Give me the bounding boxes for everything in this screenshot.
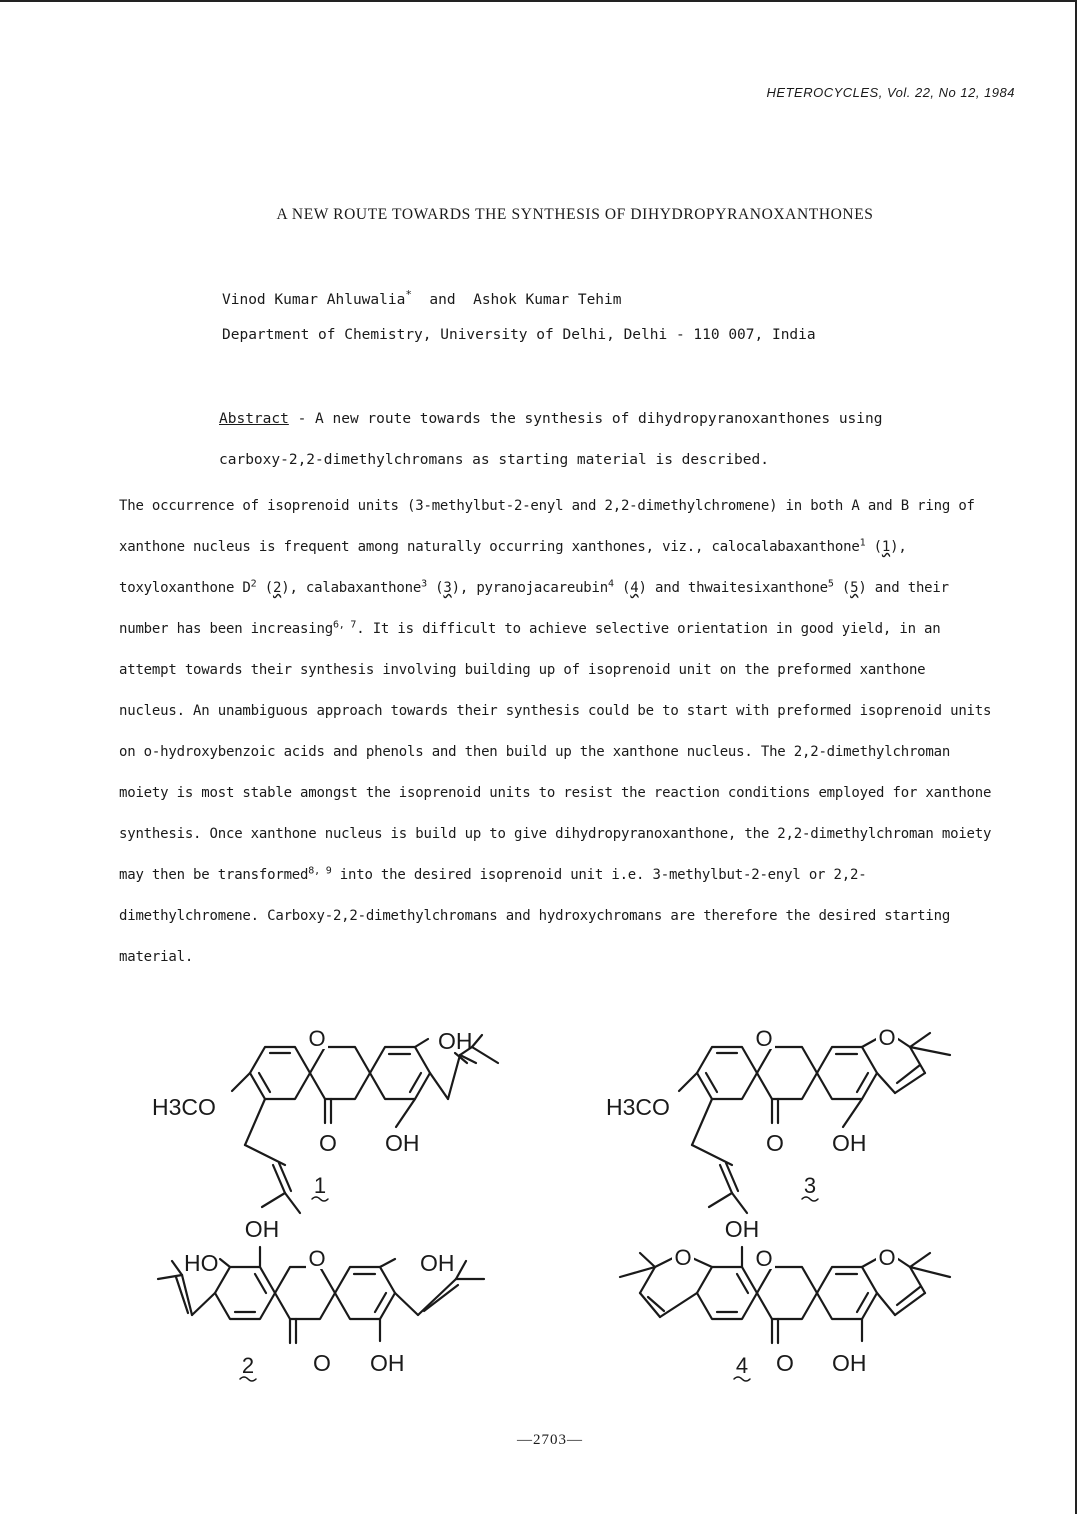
article-title: A NEW ROUTE TOWARDS THE SYNTHESIS OF DIHYDROPYRANOXANTHONES — [276, 206, 874, 223]
methoxy-label: H3CO — [152, 1094, 216, 1120]
methoxy-label: H3CO — [606, 1094, 670, 1120]
body-text-segment: and their number has been increasing — [119, 580, 949, 637]
carbonyl-oxygen-label: O — [319, 1130, 337, 1156]
compound-ref-1: 1 — [881, 539, 891, 555]
compound-number-4: 4 — [735, 1353, 749, 1378]
reference-2: 2 — [250, 578, 257, 590]
pyran-oxygen-label-right: O — [878, 1245, 896, 1270]
body-text-segment: and thwaitesixanthone — [646, 580, 828, 596]
body-text-segment: into the desired isoprenoid unit i.e. 3-methylbut-2-enyl or 2,2-dimethylchromene. Carboxy-2,2-dimethylchromans and hydroxychromans are therefore the desired starting material. — [119, 867, 951, 965]
compound-ref-3: 3 — [443, 580, 452, 596]
pyran-oxygen-label: O — [878, 1025, 896, 1050]
affiliation: Department of Chemistry, University of Delhi, Delhi - 110 007, India — [222, 327, 816, 343]
page-border-top — [0, 0, 1077, 2]
body-text-segment: The occurrence of isoprenoid units (3-methylbut-2-enyl and 2,2-dimethylchromene) in both A and B ring of xanthone nucleus is frequent among naturally occurring xanthones, viz., calocalabaxanthone — [119, 498, 975, 555]
compound-ref-5: 5 — [850, 580, 859, 596]
hydroxyl-bottom-label: OH — [832, 1130, 867, 1156]
hydroxyl-right-label: OH — [420, 1250, 455, 1276]
pyran-oxygen-label-left: O — [674, 1245, 692, 1270]
carbonyl-oxygen-label: O — [766, 1130, 784, 1156]
ring-b — [275, 1267, 335, 1319]
compound-ref-2: 2 — [272, 580, 282, 596]
ring-b — [757, 1267, 817, 1319]
ring-b — [310, 1047, 370, 1099]
compound-number-1: 1 — [313, 1173, 327, 1198]
compound-number-2: 2 — [241, 1353, 255, 1378]
reference-5: 5 — [827, 578, 834, 590]
journal-header: HETEROCYCLES, Vol. 22, No 12, 1984 — [766, 85, 1015, 100]
reference-6-7: 6, 7 — [332, 619, 357, 631]
author-1: Vinod Kumar Ahluwalia — [222, 291, 406, 308]
body-text-segment: , calabaxanthone — [289, 580, 422, 596]
structure-1 — [152, 1026, 498, 1213]
abstract-block — [219, 399, 959, 481]
hydroxyl-bottom-label: OH — [385, 1130, 420, 1156]
hydroxyl-top-label: OH — [244, 1216, 280, 1242]
corresponding-mark: * — [405, 288, 412, 301]
reference-1: 1 — [859, 537, 866, 549]
body-text-segment: , toxyloxanthone D — [119, 539, 907, 596]
abstract-label: Abstract — [219, 411, 289, 427]
structure-4 — [620, 1216, 950, 1381]
hydroxyl-bottom-label: OH — [832, 1350, 867, 1376]
ring-b — [757, 1047, 817, 1099]
author-joiner: and — [429, 291, 456, 308]
page-number: —2703— — [517, 1432, 583, 1448]
hydroxyl-bottom-label: OH — [370, 1350, 405, 1376]
ring-oxygen-label: O — [308, 1246, 326, 1271]
abstract-separator: - — [288, 411, 316, 427]
structure-3 — [606, 1021, 950, 1213]
ring-oxygen-label: O — [755, 1026, 773, 1051]
author-line — [222, 288, 622, 308]
chemical-structures — [0, 1015, 1077, 1415]
ring-oxygen-label: O — [308, 1026, 326, 1051]
body-text-segment: . It is difficult to achieve selective orientation in good yield, in an attempt towards their synthesis involving building up of isoprenoid unit on the preformed xanthone nucleus. An unambiguous approach towards their synthesis could be to start with preformed isoprenoid units on o-hydroxybenzoic acids and phenols and then build up the xanthone nucleus. The 2,2-dimethylchroman moiety is most stable amongst the isoprenoid units to resist the reaction conditions employed for xanthone synthesis. Once xanthone nucleus is build up to give dihydropyranoxanthone, the 2,2-dimethylchroman moiety may then be transformed — [119, 621, 992, 883]
abstract-text: A new route towards the synthesis of dihydropyranoxanthones using carboxy-2,2-dimethylchromans as starting material is described. — [219, 411, 883, 468]
compound-number-3: 3 — [803, 1173, 817, 1198]
reference-3: 3 — [421, 578, 427, 590]
ring-oxygen-label: O — [755, 1246, 773, 1271]
body-paragraph: The occurrence of isoprenoid units (3-methylbut-2-enyl and 2,2-dimethylchromene) in both A and B ring of xanthone nucleus is frequent among naturally occurring xanthones, viz., calocalabaxanthone$^1$ (1), toxyloxanthone $D^2$ (2), calabaxanthone$^3$ (3), pyranojacareubin$^4$ (4) and thwaitesixanthone$^5$ (5) and their number has been increasing$^{6, 7}$. It is difficult to achieve selective orientation in good yield, in an attempt towards their synthesis involving building up of isoprenoid unit on the preformed xanthone nucleus. An unambiguous approach towards their synthesis could be to start with preformed isoprenoid units on o-hydroxybenzoic acids and phenols and then build up the xanthone nucleus. The 2,2-dimethylchroman moiety is most stable amongst the isoprenoid units to resist the reaction conditions employed for xanthone synthesis. Once xanthone nucleus is build up to give dihydropyranoxanthone, the 2,2-dimethylchroman moiety may then be transformed$^{8, 9}$ into the desired isoprenoid unit i.e. 3-methylbut-2-enyl or 2,2-dimethylchromene. Carboxy-2,2-dimethylchromans and hydroxychromans are therefore the desired starting material. — [119, 498, 992, 965]
structure-2 — [158, 1216, 484, 1381]
compound-ref-4: 4 — [630, 580, 639, 596]
hydroxyl-top-label: OH — [724, 1216, 760, 1242]
reference-4: 4 — [608, 578, 614, 590]
body-text-segment: , pyranojacareubin — [459, 580, 608, 596]
carbonyl-oxygen-label: O — [776, 1350, 794, 1376]
reference-8-9: 8, 9 — [308, 865, 332, 877]
hydroxyl-top-label: OH — [438, 1028, 473, 1054]
carbonyl-oxygen-label: O — [313, 1350, 331, 1376]
author-2: Ashok Kumar Tehim — [473, 291, 622, 308]
hydroxyl-left-label: HO — [184, 1250, 219, 1276]
